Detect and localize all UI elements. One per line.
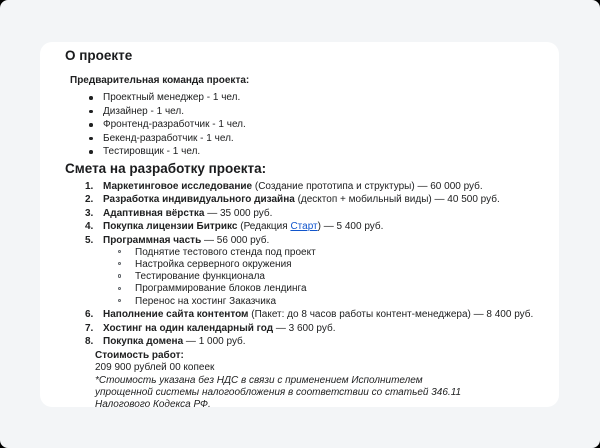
estimate-item bbox=[65, 309, 533, 321]
estimate-item bbox=[65, 336, 533, 348]
bullet-icon bbox=[89, 150, 93, 154]
team-heading: Предварительная команда проекта: bbox=[70, 75, 250, 86]
subtask-item bbox=[103, 271, 533, 283]
subtask-item bbox=[103, 283, 533, 295]
team-list bbox=[65, 92, 246, 160]
bullet-icon bbox=[89, 123, 93, 127]
item-title: Покупка лицензии Битрикс bbox=[103, 221, 238, 233]
item-number: 8. bbox=[85, 335, 94, 347]
item-number: 3. bbox=[85, 207, 94, 219]
subtask-label: Поднятие тестового стенда под проект bbox=[135, 246, 316, 258]
item-title: Маркетинговое исследование bbox=[103, 181, 253, 192]
estimate-item bbox=[65, 221, 533, 233]
bullet-icon bbox=[89, 110, 93, 114]
estimate-item bbox=[65, 181, 533, 193]
item-title: Покупка домена bbox=[103, 335, 184, 347]
totals-amount: 209 900 рублей 00 копеек bbox=[95, 362, 215, 374]
subtask-label: Тестирование функционала bbox=[135, 271, 265, 283]
team-member-item bbox=[65, 119, 246, 131]
team-member-label: Проектный менеджер - 1 чел. bbox=[103, 92, 241, 103]
team-member-label: Бекенд-разработчик - 1 чел. bbox=[103, 132, 234, 144]
subtask-item bbox=[103, 247, 533, 259]
item-title: Программная часть bbox=[103, 234, 202, 246]
item-title: Разработка индивидуального дизайна bbox=[103, 194, 295, 206]
item-number: 2. bbox=[85, 194, 94, 206]
bitrix-start-link[interactable]: Старт bbox=[290, 221, 318, 233]
team-member-item bbox=[65, 133, 246, 145]
estimate-list bbox=[65, 181, 533, 349]
subtask-label: Настройка серверного окружения bbox=[135, 258, 292, 270]
team-member-item bbox=[65, 92, 246, 104]
item-title: Адаптивная вёрстка bbox=[103, 207, 205, 219]
estimate-item bbox=[65, 235, 533, 308]
estimate-item bbox=[65, 208, 533, 220]
item-detail: — 1 000 руб. bbox=[183, 335, 246, 347]
item-detail: — 35 000 руб. bbox=[204, 207, 273, 219]
item-number: 4. bbox=[85, 221, 94, 233]
item-title: Наполнение сайта контентом bbox=[103, 309, 249, 321]
team-member-label: Тестировщик - 1 чел. bbox=[103, 146, 201, 157]
item-detail: (Редакция bbox=[237, 221, 291, 233]
item-number: 7. bbox=[85, 322, 94, 334]
circle-bullet-icon bbox=[118, 274, 121, 277]
tax-note: *Стоимость указана без НДС в связи с применением Исполнителем упрощенной системы налогообложения в соответствии со статьей 346.11 Налогового Кодекса РФ. bbox=[95, 374, 462, 411]
totals-block bbox=[95, 350, 469, 412]
item-number: 1. bbox=[85, 181, 94, 192]
team-member-label: Дизайнер - 1 чел. bbox=[103, 105, 185, 117]
item-detail: (Создание прототипа и структуры) — 60 000 руб. bbox=[252, 181, 483, 192]
about-title: О проекте bbox=[65, 48, 133, 63]
team-member-item bbox=[65, 146, 246, 158]
circle-bullet-icon bbox=[118, 250, 121, 253]
estimate-item bbox=[65, 323, 533, 335]
bullet-icon bbox=[89, 96, 93, 100]
subtask-item bbox=[103, 259, 533, 271]
subtask-label: Программирование блоков лендинга bbox=[135, 283, 307, 295]
item-detail: — 56 000 руб. bbox=[201, 234, 270, 246]
circle-bullet-icon bbox=[118, 262, 121, 265]
item-detail: ) — 5 400 руб. bbox=[317, 221, 384, 233]
estimate-item bbox=[65, 194, 533, 206]
subtask-label: Перенос на хостинг Заказчика bbox=[135, 295, 277, 307]
item-title: Хостинг на один календарный год bbox=[103, 322, 274, 334]
subtask-list bbox=[103, 247, 533, 308]
subtask-item bbox=[103, 296, 533, 308]
item-number: 5. bbox=[85, 234, 94, 246]
bullet-icon bbox=[89, 137, 93, 141]
item-detail: — 3 600 руб. bbox=[273, 322, 336, 334]
item-detail: (десктоп + мобильный виды) — 40 500 руб. bbox=[294, 194, 500, 206]
circle-bullet-icon bbox=[118, 287, 121, 290]
team-member-label: Фронтенд-разработчик - 1 чел. bbox=[103, 119, 246, 130]
team-member-item bbox=[65, 106, 246, 118]
totals-heading: Стоимость работ: bbox=[95, 350, 184, 361]
circle-bullet-icon bbox=[118, 299, 121, 302]
item-detail: (Пакет: до 8 часов работы контент-менеджера) — 8 400 руб. bbox=[248, 309, 534, 321]
estimate-title: Смета на разработку проекта: bbox=[65, 161, 267, 176]
content-card bbox=[40, 42, 559, 411]
item-number: 6. bbox=[85, 309, 94, 321]
